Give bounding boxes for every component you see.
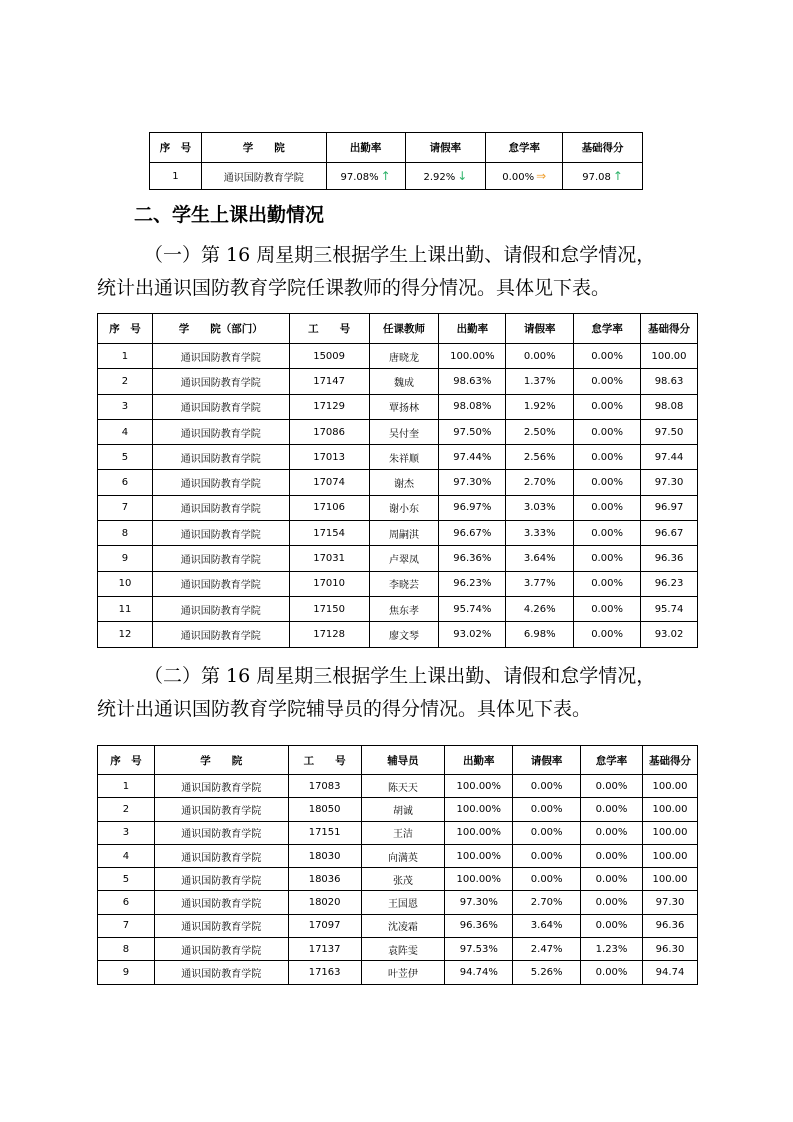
table-cell: 93.02 [641,622,698,647]
table-cell: 0.00% [581,961,643,984]
table-row [98,891,698,914]
table-cell: 18036 [288,868,361,891]
table-cell: 唐晓龙 [369,344,439,369]
table-cell: 谢小东 [369,495,439,520]
table-cell: 张茂 [361,868,445,891]
truancy-value: 0.00% [502,172,535,183]
counselor-intro-paragraph [97,660,698,726]
table-cell: 1 [98,344,153,369]
table-cell: 7 [98,495,153,520]
table-cell: 8 [98,938,155,961]
table-cell: 17097 [288,914,361,937]
table-cell: 2.50% [506,419,574,444]
table-cell: 0.00% [574,394,641,419]
table-cell: 0.00% [581,914,643,937]
table-row [98,868,698,891]
table-cell: 17031 [289,546,369,571]
header-cell: 序 号 [98,314,153,344]
table-cell: 15009 [289,344,369,369]
table-cell: 通识国防教育学院 [154,775,288,798]
table-cell: 100.00% [445,821,513,844]
table-row [150,163,643,190]
table-cell: 通识国防教育学院 [152,596,289,621]
header-cell: 出勤率 [439,314,506,344]
header-cell: 学 院（部门） [152,314,289,344]
table-cell: 2.56% [506,445,574,470]
header-cell: 基础得分 [642,746,697,775]
attendance-cell [326,163,405,190]
truancy-cell [486,163,563,190]
table-cell: 通识国防教育学院 [154,798,288,821]
table-row [98,961,698,984]
table-cell: 97.30% [439,470,506,495]
table-cell: 9 [98,546,153,571]
table-cell: 96.67% [439,521,506,546]
table-cell: 98.63 [641,369,698,394]
table-cell: 0.00% [581,821,643,844]
table-cell: 5 [98,445,153,470]
teacher-table-body [98,344,698,648]
table-cell: 97.50 [641,419,698,444]
table-cell: 96.97 [641,495,698,520]
table-cell: 96.23% [439,571,506,596]
table-cell: 0.00% [574,521,641,546]
table-row [98,914,698,937]
table-cell: 通识国防教育学院 [154,914,288,937]
arrow-up-icon: ↑ [612,169,623,183]
table-row [98,546,698,571]
table-cell: 98.08% [439,394,506,419]
table-cell: 17106 [289,495,369,520]
table-cell: 97.30 [641,470,698,495]
table-cell: 2.70% [506,470,574,495]
leave-cell [405,163,486,190]
table-cell: 17083 [288,775,361,798]
table-cell: 沈凌霜 [361,914,445,937]
table-cell: 0.00% [574,470,641,495]
table-cell: 袁阵雯 [361,938,445,961]
header-cell: 学 院 [154,746,288,775]
table-row [98,622,698,647]
table-cell: 朱祥顺 [369,445,439,470]
table-row [98,344,698,369]
table-row [98,419,698,444]
table-cell: 通识国防教育学院 [152,546,289,571]
table-row [98,394,698,419]
table-cell: 魏成 [369,369,439,394]
table-cell: 9 [98,961,155,984]
table-header-row [98,746,698,775]
table-cell: 95.74 [641,596,698,621]
table-cell: 2 [98,798,155,821]
header-cell: 出勤率 [445,746,513,775]
table-cell: 通识国防教育学院 [154,938,288,961]
table-cell: 0.00% [513,821,581,844]
table-cell: 18020 [288,891,361,914]
header-cell: 怠学率 [574,314,641,344]
table-row [98,596,698,621]
counselor-score-table [97,745,698,985]
table-row [98,369,698,394]
table-cell: 17129 [289,394,369,419]
table-cell: 李晓芸 [369,571,439,596]
table-cell: 17151 [288,821,361,844]
score-cell [563,163,643,190]
table-cell: 96.36% [445,914,513,937]
table-cell: 叶苙伊 [361,961,445,984]
table-cell: 100.00 [642,775,697,798]
table-cell: 96.36 [641,546,698,571]
header-cell: 序 号 [98,746,155,775]
table-row [98,844,698,867]
table-cell: 0.00% [506,344,574,369]
table-cell: 3.33% [506,521,574,546]
table-cell: 11 [98,596,153,621]
table-cell: 96.30 [642,938,697,961]
header-cell: 请假率 [405,133,486,163]
table-cell: 17137 [288,938,361,961]
table-cell: 95.74% [439,596,506,621]
table-cell: 5.26% [513,961,581,984]
teacher-score-table [97,313,698,648]
table-cell: 通识国防教育学院 [152,571,289,596]
table-cell: 1.23% [581,938,643,961]
table-cell: 4.26% [506,596,574,621]
table-cell: 通识国防教育学院 [152,622,289,647]
table-cell: 0.00% [581,891,643,914]
table-cell: 0.00% [574,369,641,394]
table-cell: 廖文琴 [369,622,439,647]
table-cell: 通识国防教育学院 [152,470,289,495]
table-cell: 100.00 [642,868,697,891]
table-cell: 97.30% [445,891,513,914]
table-cell: 0.00% [513,844,581,867]
arrow-right-icon: ⇒ [536,169,547,183]
college-cell: 通识国防教育学院 [201,163,326,190]
table-cell: 0.00% [574,571,641,596]
table-row [98,821,698,844]
counselor-table-body [98,775,698,985]
paragraph-line: 统计出通识国防教育学院辅导员的得分情况。具体见下表。 [97,698,592,720]
table-cell: 6.98% [506,622,574,647]
table-cell: 通识国防教育学院 [152,369,289,394]
table-cell: 1.92% [506,394,574,419]
header-cell: 请假率 [513,746,581,775]
table-cell: 2.70% [513,891,581,914]
table-cell: 17147 [289,369,369,394]
table-cell: 17128 [289,622,369,647]
table-cell: 3.64% [513,914,581,937]
table-cell: 100.00 [642,844,697,867]
table-cell: 2 [98,369,153,394]
table-cell: 3 [98,394,153,419]
table-row [98,495,698,520]
table-cell: 96.23 [641,571,698,596]
header-cell: 学 院 [201,133,326,163]
table-cell: 通识国防教育学院 [154,891,288,914]
table-row [98,521,698,546]
table-cell: 周嗣淇 [369,521,439,546]
table-cell: 3.03% [506,495,574,520]
arrow-down-icon: ↓ [457,169,468,183]
table-cell: 96.36 [642,914,697,937]
table-cell: 97.30 [642,891,697,914]
table-cell: 覃扬林 [369,394,439,419]
table-cell: 通识国防教育学院 [154,961,288,984]
table-cell: 谢杰 [369,470,439,495]
leave-value: 2.92% [423,172,456,183]
teacher-intro-paragraph [97,239,698,305]
table-cell: 0.00% [513,798,581,821]
table-cell: 陈天天 [361,775,445,798]
table-cell: 6 [98,891,155,914]
table-cell: 通识国防教育学院 [152,344,289,369]
table-cell: 17013 [289,445,369,470]
table-cell: 通识国防教育学院 [152,419,289,444]
table-cell: 18050 [288,798,361,821]
table-cell: 6 [98,470,153,495]
table-row [98,470,698,495]
table-cell: 100.00 [641,344,698,369]
table-cell: 100.00% [445,844,513,867]
table-row [98,798,698,821]
table-cell: 通识国防教育学院 [154,821,288,844]
paragraph-line: （二）第 16 周星期三根据学生上课出勤、请假和怠学情况， [144,665,656,687]
table-cell: 0.00% [581,775,643,798]
header-cell: 任课教师 [369,314,439,344]
table-cell: 吴付奎 [369,419,439,444]
table-cell: 100.00% [445,868,513,891]
table-cell: 94.74% [445,961,513,984]
table-cell: 17074 [289,470,369,495]
table-cell: 3.64% [506,546,574,571]
table-cell: 王国恩 [361,891,445,914]
table-cell: 王洁 [361,821,445,844]
table-cell: 4 [98,844,155,867]
table-cell: 通识国防教育学院 [154,844,288,867]
table-cell: 0.00% [513,775,581,798]
table-cell: 10 [98,571,153,596]
arrow-up-icon: ↑ [380,169,391,183]
table-cell: 98.63% [439,369,506,394]
table-cell: 97.44% [439,445,506,470]
table-cell: 94.74 [642,961,697,984]
header-cell: 基础得分 [641,314,698,344]
table-cell: 97.53% [445,938,513,961]
table-cell: 18030 [288,844,361,867]
header-cell: 基础得分 [563,133,643,163]
table-cell: 1 [98,775,155,798]
table-cell: 17154 [289,521,369,546]
table-cell: 卢翠凤 [369,546,439,571]
header-cell: 序 号 [150,133,202,163]
header-cell: 请假率 [506,314,574,344]
table-cell: 98.08 [641,394,698,419]
table-cell: 100.00 [642,798,697,821]
score-value: 97.08 [582,172,611,183]
table-cell: 通识国防教育学院 [152,394,289,419]
header-cell: 辅导员 [361,746,445,775]
table-row [98,445,698,470]
header-cell: 怠学率 [581,746,643,775]
table-cell: 0.00% [581,844,643,867]
table-cell: 0.00% [581,798,643,821]
table-cell: 通识国防教育学院 [152,521,289,546]
header-cell: 工 号 [289,314,369,344]
table-cell: 93.02% [439,622,506,647]
table-cell: 胡诚 [361,798,445,821]
table-cell: 0.00% [574,344,641,369]
table-header-row [150,133,643,163]
table-cell: 0.00% [574,495,641,520]
table-cell: 100.00 [642,821,697,844]
table-cell: 4 [98,419,153,444]
table-cell: 通识国防教育学院 [154,868,288,891]
row-number: 1 [150,163,202,190]
section-heading: 二、学生上课出勤情况 [134,204,325,226]
college-summary-table [149,132,643,190]
table-row [98,775,698,798]
table-row [98,938,698,961]
table-cell: 96.97% [439,495,506,520]
attendance-value: 97.08% [340,172,379,183]
table-cell: 通识国防教育学院 [152,495,289,520]
header-cell: 出勤率 [326,133,405,163]
table-cell: 17086 [289,419,369,444]
table-cell: 焦东孝 [369,596,439,621]
table-cell: 7 [98,914,155,937]
paragraph-line: （一）第 16 周星期三根据学生上课出勤、请假和怠学情况， [144,244,656,266]
table-cell: 100.00% [445,775,513,798]
header-cell: 怠学率 [486,133,563,163]
table-cell: 向满英 [361,844,445,867]
table-cell: 3.77% [506,571,574,596]
table-cell: 96.67 [641,521,698,546]
table-cell: 100.00% [445,798,513,821]
table-cell: 17163 [288,961,361,984]
table-cell: 97.44 [641,445,698,470]
table-cell: 0.00% [581,868,643,891]
table-cell: 通识国防教育学院 [152,445,289,470]
table-cell: 2.47% [513,938,581,961]
table-cell: 97.50% [439,419,506,444]
table-cell: 96.36% [439,546,506,571]
table-row [98,571,698,596]
table-cell: 0.00% [574,445,641,470]
table-cell: 17010 [289,571,369,596]
table-cell: 0.00% [574,622,641,647]
table-cell: 8 [98,521,153,546]
table-cell: 1.37% [506,369,574,394]
table-cell: 3 [98,821,155,844]
paragraph-line: 统计出通识国防教育学院任课教师的得分情况。具体见下表。 [97,277,611,299]
table-cell: 100.00% [439,344,506,369]
table-cell: 17150 [289,596,369,621]
table-cell: 0.00% [513,868,581,891]
table-cell: 0.00% [574,546,641,571]
table-cell: 12 [98,622,153,647]
table-cell: 5 [98,868,155,891]
table-cell: 0.00% [574,419,641,444]
header-cell: 工 号 [288,746,361,775]
table-cell: 0.00% [574,596,641,621]
table-header-row [98,314,698,344]
